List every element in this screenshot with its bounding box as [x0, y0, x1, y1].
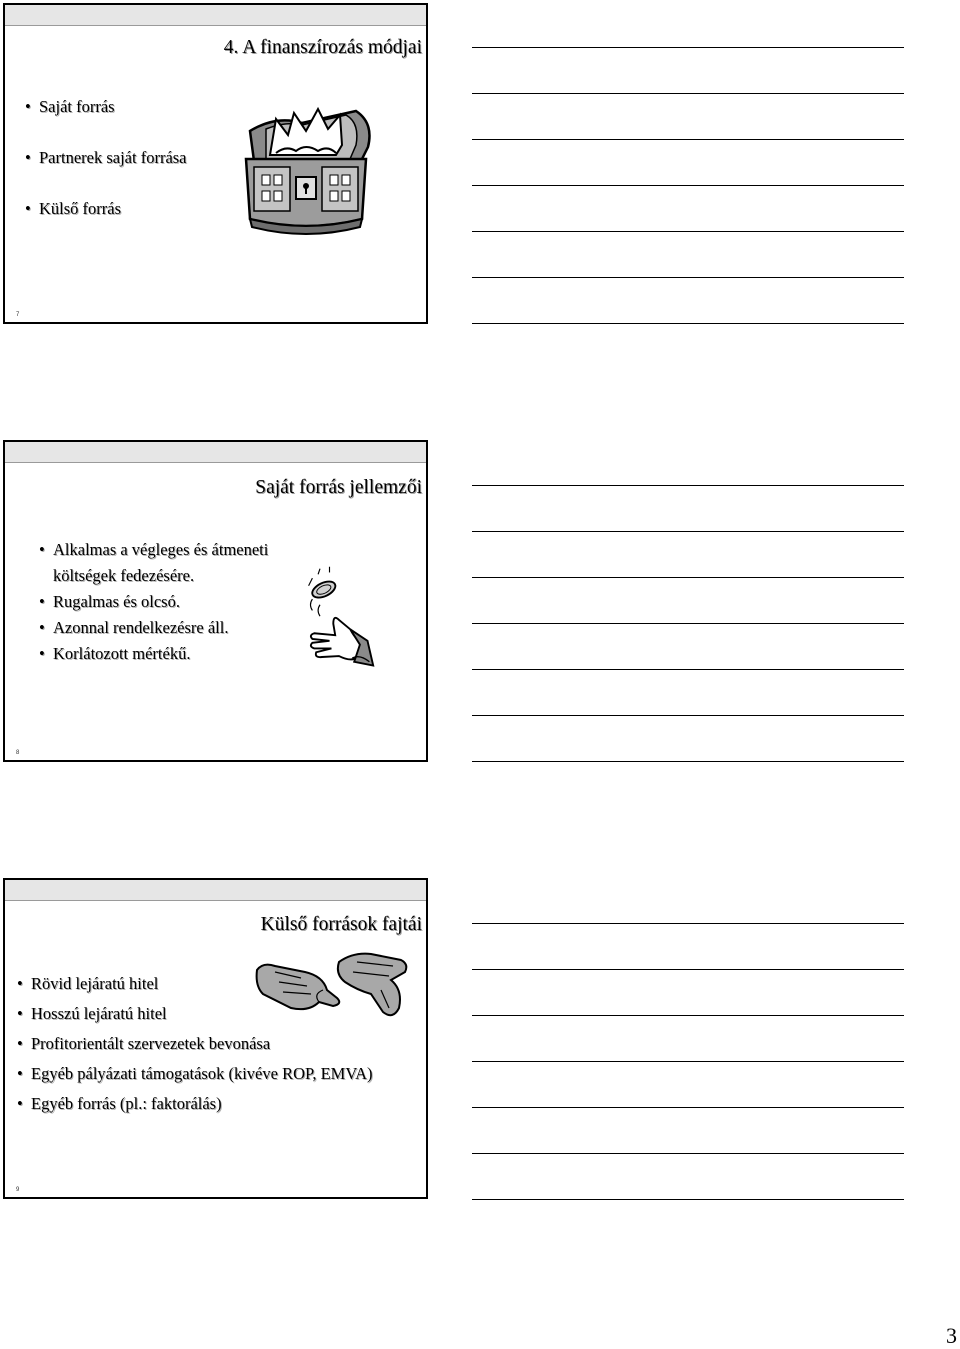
list-item: • Saját forrás	[25, 97, 187, 117]
list-item: • Korlátozott mértékű.	[39, 644, 268, 664]
open-hands-icon	[253, 950, 413, 1030]
list-item: • Egyéb forrás (pl.: faktorálás)	[17, 1094, 373, 1114]
bullet-list	[25, 97, 187, 219]
slide-8	[3, 440, 428, 762]
page-number: 3	[946, 1323, 957, 1348]
slide-header-band	[5, 880, 426, 901]
slide-number: 8	[16, 750, 20, 756]
list-item: • Rugalmas és olcsó.	[39, 592, 268, 612]
list-item: • Egyéb pályázati támogatások (kivéve ROP, EMVA)	[17, 1064, 373, 1084]
list-item: • Hosszú lejáratú hitel	[17, 1004, 373, 1024]
slide-header-band	[5, 5, 426, 26]
slide-number: 9	[16, 1187, 20, 1193]
slide-7	[3, 3, 428, 324]
slide-header-band	[5, 442, 426, 463]
bullet-list	[39, 540, 268, 664]
list-item: • Alkalmas a végleges és átmeneti	[39, 540, 268, 560]
treasure-chest-icon	[235, 101, 377, 241]
list-item: • Partnerek saját forrása	[25, 148, 187, 168]
slide-number: 7	[16, 312, 20, 318]
slide-title: 4. A finanszírozás módjai	[223, 37, 422, 58]
slide-title: Saját forrás jellemzői	[255, 477, 422, 498]
list-item-continuation: költségek fedezésére.	[53, 566, 195, 585]
list-item: • Rövid lejáratú hitel	[17, 974, 373, 994]
list-item: • Külső forrás	[25, 199, 187, 219]
list-item: • Profitorientált szervezetek bevonása	[17, 1034, 373, 1054]
slide-9	[3, 878, 428, 1199]
coin-flip-hand-icon	[301, 564, 377, 674]
slide-title: Külső források fajtái	[260, 914, 422, 935]
list-item: • Azonnal rendelkezésre áll.	[39, 618, 268, 638]
